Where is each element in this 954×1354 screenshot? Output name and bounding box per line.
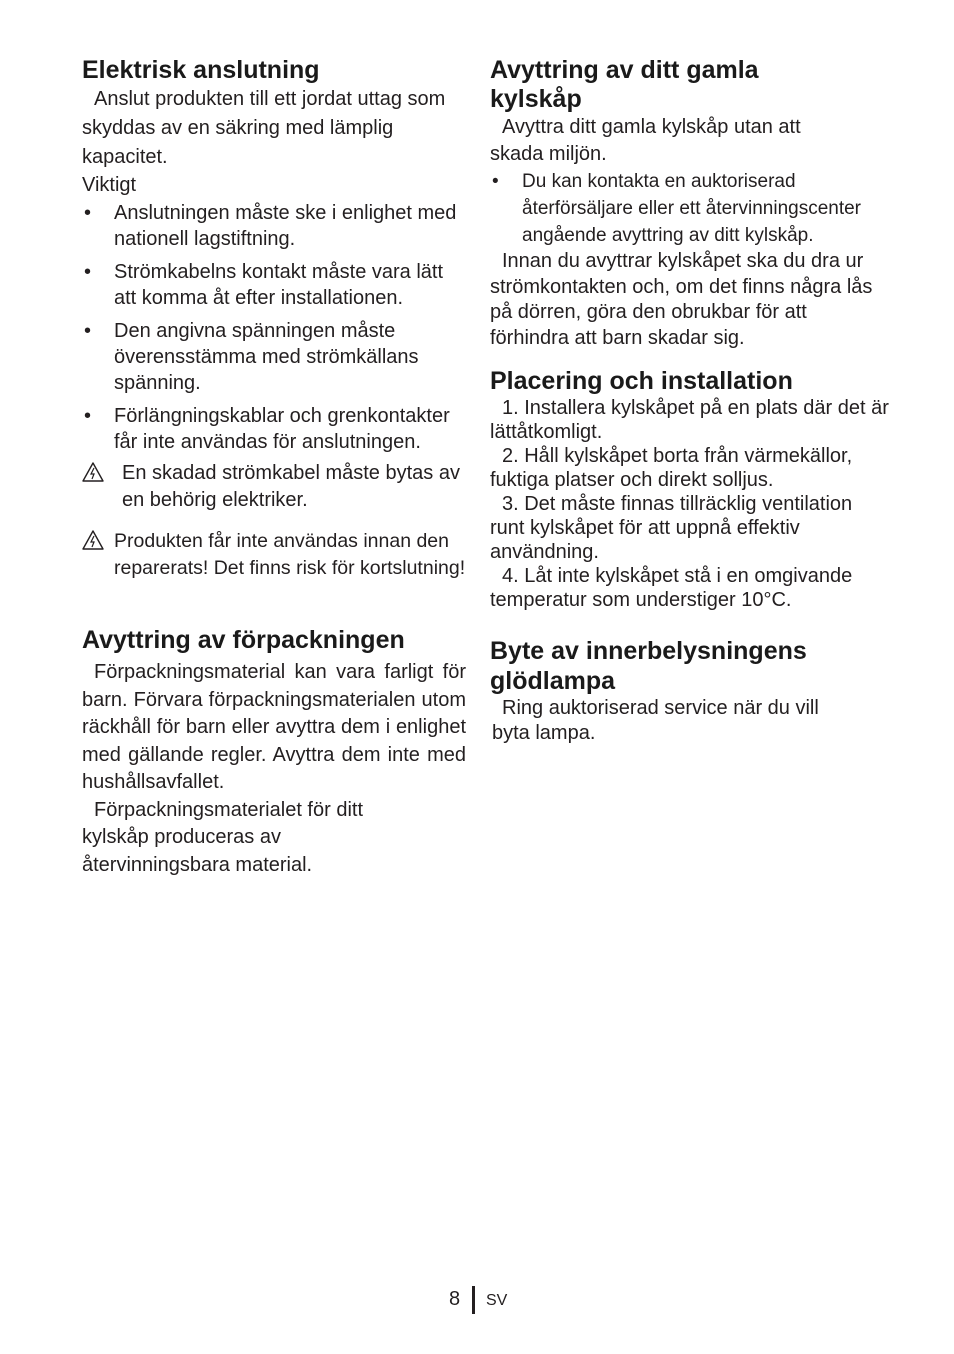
language-code: SV [486, 1292, 508, 1309]
packaging-p1: Förpackningsmaterial kan vara farligt för barn. Förvara förpackningsmaterialen utom räckhåll för barn eller avyttra dem i enlighet med gällande regler. Avyttra dem inte med hushållsavfallet. [82, 661, 466, 793]
electrical-bullets [82, 200, 466, 455]
list-item: • Anslutningen måste ske i enlighet med nationell lagstiftning. [82, 200, 466, 252]
placement-item-1: 1. Installera kylskåpet på en plats där det är lättåtkomligt. [490, 397, 889, 443]
bulb-text: Ring auktoriserad service när du vill byta lampa. [492, 697, 819, 744]
warning-repair [82, 528, 466, 582]
old-fridge-intro: Avyttra ditt gamla kylskåp utan att skada miljön. [490, 116, 801, 165]
electrical-intro: Anslut produkten till ett jordat uttag som skyddas av en säkring med lämplig kapacitet. [82, 88, 446, 168]
old-fridge-text: Innan du avyttrar kylskåpet ska du dra ur strömkontakten och, om det finns några lås på dörren, göra den obrukbar för att förhindra att barn skadar sig. [490, 250, 873, 349]
page-number: 8 [449, 1288, 461, 1310]
warning-cable [82, 460, 466, 514]
section-packaging [82, 626, 466, 879]
right-column [490, 56, 890, 746]
warning-icon [82, 530, 104, 550]
list-item: • Du kan kontakta en auktoriserad återförsäljare eller ett återvinningscenter angående avyttring av ditt kylskåp. [490, 168, 870, 249]
heading-bulb: Byte av innerbelysningens glödlampa [490, 637, 807, 695]
section-bulb [490, 636, 890, 746]
section-placement [490, 367, 890, 612]
list-item: • Den angivna spänningen måste överensstämma med strömkällans spänning. [82, 318, 466, 396]
warning-repair-text: Produkten får inte användas innan den reparerats! Det finns risk för kortslutning! [114, 530, 466, 579]
list-item: • Förlängningskablar och grenkontakter får inte användas för anslutningen. [82, 403, 466, 455]
placement-item-3: 3. Det måste finnas tillräcklig ventilation runt kylskåpet för att uppnå effektiv användning. [490, 493, 853, 563]
page-footer [0, 1286, 954, 1316]
warning-icon [82, 462, 104, 482]
important-label: Viktigt [82, 174, 137, 196]
footer-divider [472, 1286, 475, 1314]
placement-item-4: 4. Låt inte kylskåpet stå i en omgivande temperatur som understiger 10°C. [490, 565, 853, 611]
warning-cable-text: En skadad strömkabel måste bytas av en behörig elektriker. [122, 462, 460, 511]
heading-electrical: Elektrisk anslutning [82, 56, 320, 84]
list-item: • Strömkabelns kontakt måste vara lätt att komma åt efter installationen. [82, 259, 466, 311]
placement-item-2: 2. Håll kylskåpet borta från värmekällor, fuktiga platser och direkt solljus. [490, 445, 853, 491]
heading-placement: Placering och installation [490, 367, 793, 395]
old-fridge-bullets [490, 168, 870, 249]
heading-packaging: Avyttring av förpackningen [82, 626, 405, 654]
section-electrical [82, 56, 466, 582]
packaging-p2: Förpackningsmaterialet för ditt kylskåp produceras av återvinningsbara material. [82, 798, 364, 876]
section-old-fridge [490, 56, 890, 351]
left-column [82, 56, 466, 879]
heading-old-fridge: Avyttring av ditt gamla kylskåp [490, 56, 759, 113]
